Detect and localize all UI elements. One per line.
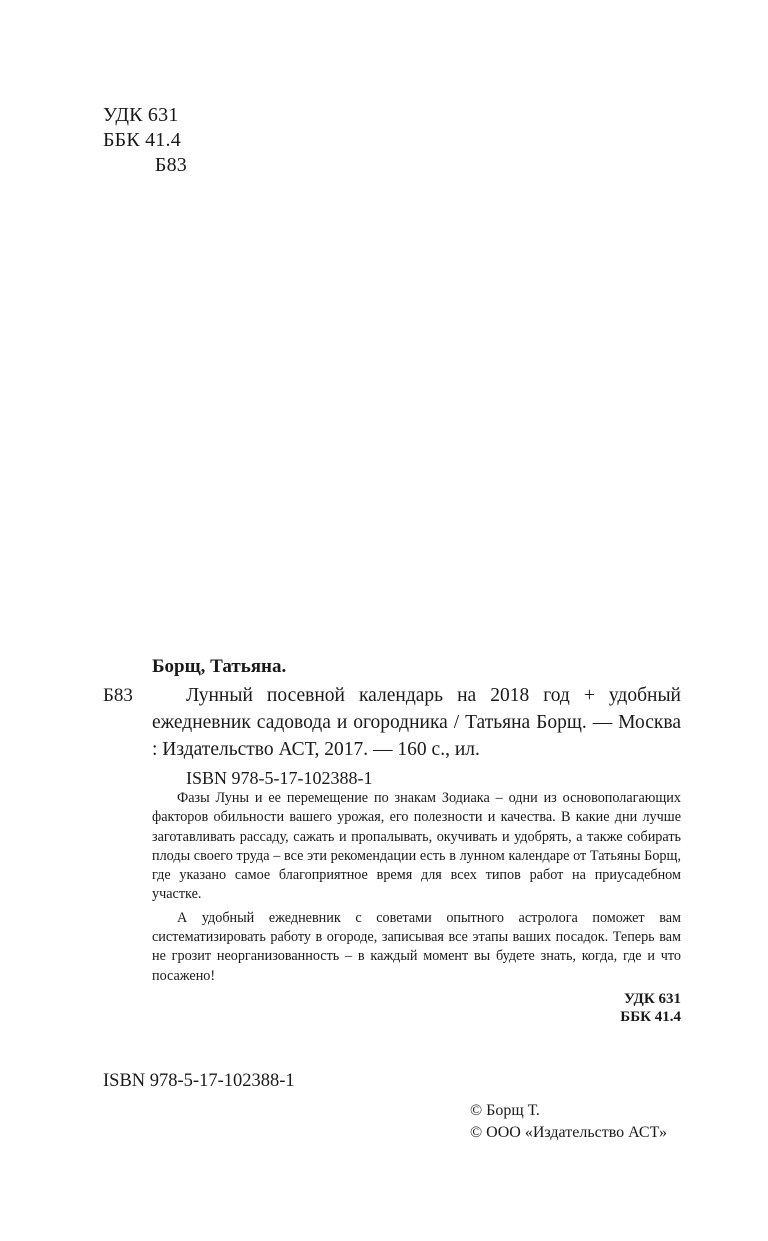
author-shelf-code-top: Б83 (154, 154, 187, 176)
copyright-block (470, 1100, 667, 1144)
record-isbn: ISBN 978-5-17-102388-1 (186, 768, 373, 788)
classification-block-bottom (620, 990, 681, 1026)
udk-code-top: УДК 631 (103, 104, 179, 126)
record-shelf-code: Б83 (103, 685, 133, 706)
annotation-block (152, 789, 681, 986)
record-author: Борщ, Татьяна. (152, 656, 287, 677)
bbk-code-bottom: ББК 41.4 (620, 1009, 681, 1025)
bbk-code-top: ББК 41.4 (103, 129, 181, 151)
annotation-paragraph-1: Фазы Луны и ее перемещение по знакам Зодиака – одни из основополагающих факторов обильности вашего урожая, его полезности и качества. В какие дни лучше заготавливать рассаду, сажать и пропалывать, окучивать и удобрять, а также собирать плоды своего труда – все эти рекомендации есть в лунном календаре от Татьяны Борщ, где указано самое благоприятное время для всех типов работ на приусадебном участке. (152, 790, 681, 903)
annotation-paragraph-2: А удобный ежедневник с советами опытного астролога поможет вам систематизировать работу в огороде, записывая все этапы ваших посадок. Теперь вам не грозит неорганизованность – в каждый момент вы будете знать, когда, где и что посажено! (152, 909, 681, 984)
copyright-author: © Борщ Т. (470, 1102, 540, 1119)
record-body (103, 682, 681, 763)
udk-code-bottom: УДК 631 (624, 991, 681, 1007)
classification-block-top (103, 103, 187, 178)
record-title: Лунный посевной календарь на 2018 год + удобный ежедневник садовода и огородника / Татьяна Борщ. — Москва : Издательство АСТ, 2017. — 160 с., ил. (152, 685, 681, 760)
footer-isbn: ISBN 978-5-17-102388-1 (103, 1071, 295, 1091)
copyright-publisher: © ООО «Издательство АСТ» (470, 1124, 667, 1141)
bibliographic-record (103, 655, 681, 791)
